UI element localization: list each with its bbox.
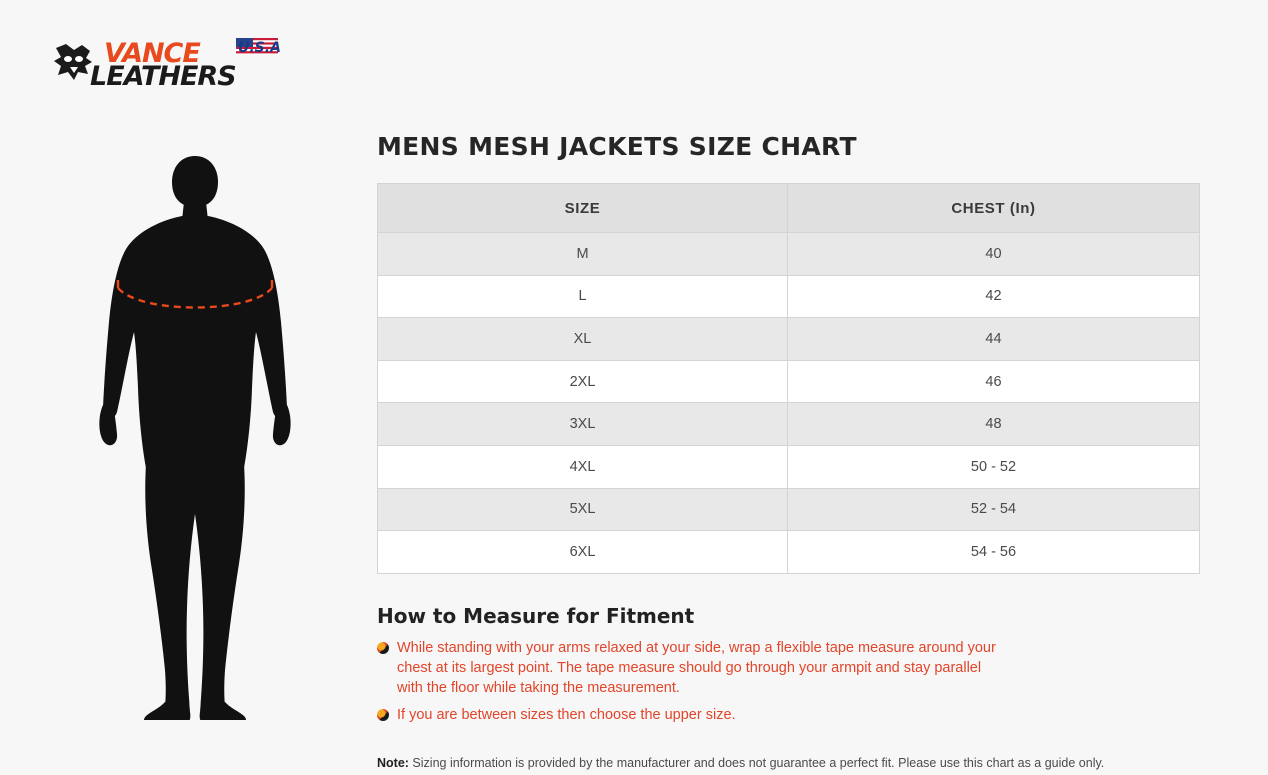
cell-size: 5XL xyxy=(378,488,788,531)
male-body-silhouette-icon xyxy=(70,150,320,720)
column-header-chest: CHEST (In) xyxy=(788,184,1200,233)
content-column xyxy=(377,132,1199,772)
bullet-point-icon xyxy=(377,709,389,721)
table-row xyxy=(378,445,1200,488)
table-row xyxy=(378,531,1200,574)
table-row xyxy=(378,275,1200,318)
table-header-row xyxy=(378,184,1200,233)
how-to-measure-section xyxy=(377,604,1199,725)
cell-chest: 44 xyxy=(788,318,1200,361)
column-header-size: SIZE xyxy=(378,184,788,233)
brand-line-1: VANCE xyxy=(104,38,200,69)
cell-chest: 52 - 54 xyxy=(788,488,1200,531)
size-chart-table xyxy=(377,183,1200,574)
how-to-measure-text: If you are between sizes then choose the upper size. xyxy=(397,706,736,723)
brand-logo xyxy=(52,38,302,94)
cell-size: M xyxy=(378,233,788,276)
cell-chest: 48 xyxy=(788,403,1200,446)
cell-size: 4XL xyxy=(378,445,788,488)
note-label: Note: xyxy=(377,755,409,770)
cell-chest: 50 - 52 xyxy=(788,445,1200,488)
cell-chest: 40 xyxy=(788,233,1200,276)
table-row xyxy=(378,403,1200,446)
cell-size: 3XL xyxy=(378,403,788,446)
cell-chest: 54 - 56 xyxy=(788,531,1200,574)
cell-chest: 46 xyxy=(788,360,1200,403)
table-row xyxy=(378,318,1200,361)
cell-size: XL xyxy=(378,318,788,361)
disclaimer-note xyxy=(377,755,1199,772)
bullet-point-icon xyxy=(377,642,389,654)
note-text: Sizing information is provided by the manufacturer and does not guarantee a perfect fit. Please use this chart as a guide only. xyxy=(408,755,1105,770)
table-row xyxy=(378,233,1200,276)
table-row xyxy=(378,488,1200,531)
brand-wordmark xyxy=(90,38,302,94)
list-item xyxy=(377,705,1199,725)
list-item xyxy=(377,638,1199,698)
table-row xyxy=(378,360,1200,403)
how-to-measure-text: While standing with your arms relaxed at your side, wrap a flexible tape measure around your chest at its largest point. The tape measure should go through your armpit and stay parallel with the floor while taking the measurement. xyxy=(397,639,996,696)
cell-size: L xyxy=(378,275,788,318)
how-to-measure-heading: How to Measure for Fitment xyxy=(377,603,695,628)
cell-size: 2XL xyxy=(378,360,788,403)
cell-chest: 42 xyxy=(788,275,1200,318)
brand-line-2: LEATHERS xyxy=(90,61,236,92)
brand-usa-text: U.S.A xyxy=(238,40,281,56)
body-silhouette-figure xyxy=(70,150,320,720)
page-title: MENS MESH JACKETS SIZE CHART xyxy=(377,132,857,161)
cell-size: 6XL xyxy=(378,531,788,574)
